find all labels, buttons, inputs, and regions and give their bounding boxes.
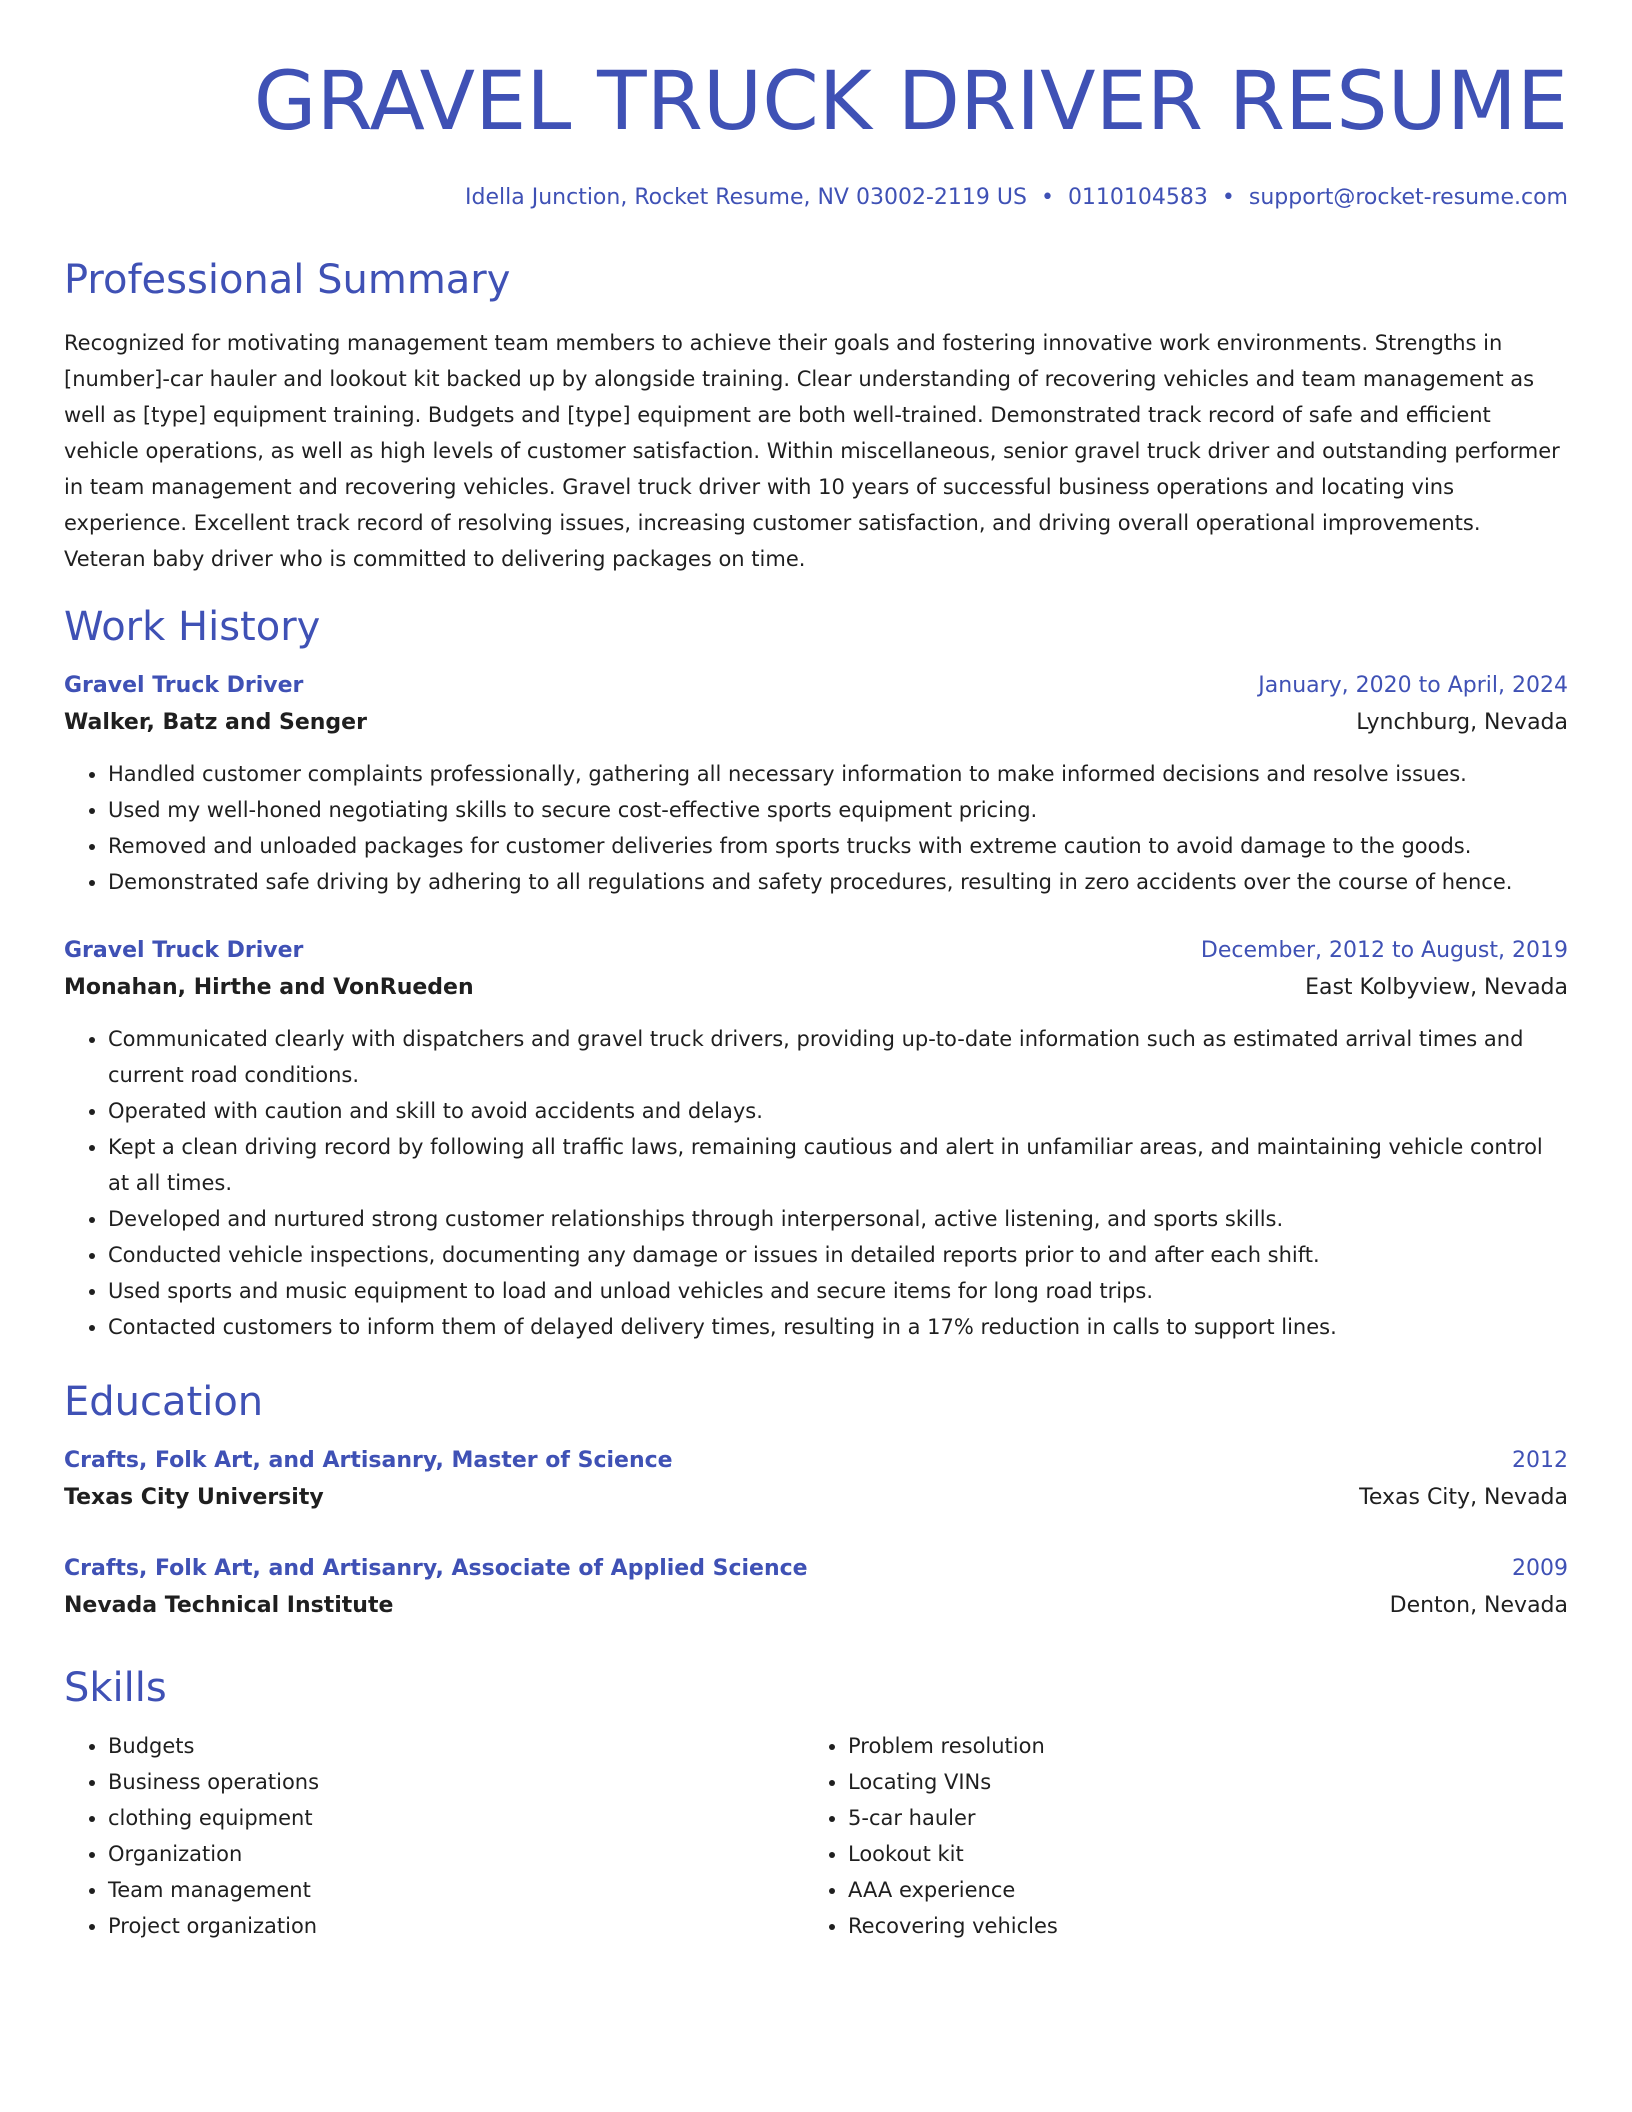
job-bullet: • Handled customer complaints professionally, gathering all necessary information to make informed decisions and resolve issues. [108, 756, 1568, 792]
skill-item: • Business operations [108, 1764, 804, 1800]
job-bullets [64, 756, 1568, 900]
job-entry [64, 933, 1568, 1345]
job-title: Gravel Truck Driver [64, 938, 304, 963]
contact-separator: • [1040, 185, 1054, 210]
skills-grid [64, 1728, 1568, 1944]
education-school: Texas City University [64, 1485, 324, 1510]
education-header-row [64, 1551, 1568, 1587]
contact-separator: • [1221, 185, 1235, 210]
job-header-row [64, 668, 1568, 704]
education-heading: Education [64, 1379, 264, 1425]
education-location: Denton, Nevada [1389, 1593, 1568, 1618]
education-school-row [64, 1587, 1568, 1625]
job-bullet: • Contacted customers to inform them of delayed delivery times, resulting in a 17% reduction in calls to support lines. [108, 1309, 1568, 1345]
contact-address: Idella Junction, Rocket Resume, NV 03002-2119 US [465, 185, 1027, 210]
resume-header [64, 50, 1568, 214]
job-header-row [64, 933, 1568, 969]
skill-item: • Recovering vehicles [848, 1908, 1504, 1944]
job-bullet: • Kept a clean driving record by following all traffic laws, remaining cautious and alert in unfamiliar areas, and maintaining vehicle control at all times. [108, 1129, 1568, 1201]
job-location: East Kolbyview, Nevada [1305, 975, 1568, 1000]
contact-line [64, 182, 1568, 214]
education-location: Texas City, Nevada [1359, 1485, 1568, 1510]
job-company: Monahan, Hirthe and VonRueden [64, 975, 474, 1000]
job-entry [64, 668, 1568, 900]
education-school-row [64, 1479, 1568, 1517]
contact-phone: 0110104583 [1067, 185, 1208, 210]
education-year: 2009 [1512, 1556, 1568, 1581]
work-history-heading: Work History [64, 604, 321, 650]
education-school: Nevada Technical Institute [64, 1593, 394, 1618]
job-bullets [64, 1021, 1568, 1345]
job-dates: January, 2020 to April, 2024 [1258, 673, 1568, 698]
skill-item: • Team management [108, 1872, 804, 1908]
skill-item: • 5-car hauler [848, 1800, 1504, 1836]
education-entry [64, 1443, 1568, 1517]
job-bullet: • Developed and nurtured strong customer relationships through interpersonal, active listening, and sports skills. [108, 1201, 1568, 1237]
skills-heading: Skills [64, 1665, 167, 1711]
job-bullet: • Used my well-honed negotiating skills to secure cost-effective sports equipment pricing. [108, 792, 1568, 828]
skill-item: • Locating VINs [848, 1764, 1504, 1800]
job-company: Walker, Batz and Senger [64, 710, 367, 735]
skill-item: • Organization [108, 1836, 804, 1872]
job-dates: December, 2012 to August, 2019 [1200, 938, 1568, 963]
skill-item: • clothing equipment [108, 1800, 804, 1836]
job-bullet: • Removed and unloaded packages for customer deliveries from sports trucks with extreme caution to avoid damage to the goods. [108, 828, 1568, 864]
job-bullet: • Conducted vehicle inspections, documenting any damage or issues in detailed reports prior to and after each shift. [108, 1237, 1568, 1273]
skills-column-left [64, 1728, 804, 1944]
contact-email[interactable]: support@rocket-resume.com [1248, 185, 1568, 210]
job-company-row [64, 969, 1568, 1007]
skill-item: • Project organization [108, 1908, 804, 1944]
education-degree: Crafts, Folk Art, and Artisanry, Master of Science [64, 1448, 673, 1473]
skill-item: • Lookout kit [848, 1836, 1504, 1872]
job-location: Lynchburg, Nevada [1356, 710, 1568, 735]
job-bullet: • Used sports and music equipment to load and unload vehicles and secure items for long road trips. [108, 1273, 1568, 1309]
education-year: 2012 [1512, 1448, 1568, 1473]
skill-item: • Problem resolution [848, 1728, 1504, 1764]
job-bullet: • Communicated clearly with dispatchers and gravel truck drivers, providing up-to-date information such as estimated arrival times and current road conditions. [108, 1021, 1568, 1093]
skill-item: • AAA experience [848, 1872, 1504, 1908]
resume-title: GRAVEL TRUCK DRIVER RESUME [253, 55, 1568, 149]
education-degree: Crafts, Folk Art, and Artisanry, Associate of Applied Science [64, 1556, 808, 1581]
summary-heading: Professional Summary [64, 257, 511, 303]
job-title: Gravel Truck Driver [64, 673, 304, 698]
skills-column-right [804, 1728, 1504, 1944]
job-company-row [64, 704, 1568, 742]
education-entry [64, 1551, 1568, 1625]
job-bullet: • Demonstrated safe driving by adhering to all regulations and safety procedures, resulting in zero accidents over the course of hence. [108, 864, 1568, 900]
skill-item: • Budgets [108, 1728, 804, 1764]
education-header-row [64, 1443, 1568, 1479]
summary-text: Recognized for motivating management team members to achieve their goals and fostering innovative work environments. Strengths in [number]-car hauler and lookout kit backed up by alongside training. Clear understanding of recovering vehicles and team management as well as [type] equipment training. Budgets and [type] equipment are both well-trained. Demonstrated track record of safe and efficient vehicle operations, as well as high levels of customer satisfaction. Within miscellaneous, senior gravel truck driver and outstanding performer in team management and recovering vehicles. Gravel truck driver with 10 years of successful business operations and locating vins experience. Excellent track record of resolving issues, increasing customer satisfaction, and driving overall operational improvements. Veteran baby driver who is committed to delivering packages on time. [64, 331, 1560, 571]
job-bullet: • Operated with caution and skill to avoid accidents and delays. [108, 1093, 1568, 1129]
